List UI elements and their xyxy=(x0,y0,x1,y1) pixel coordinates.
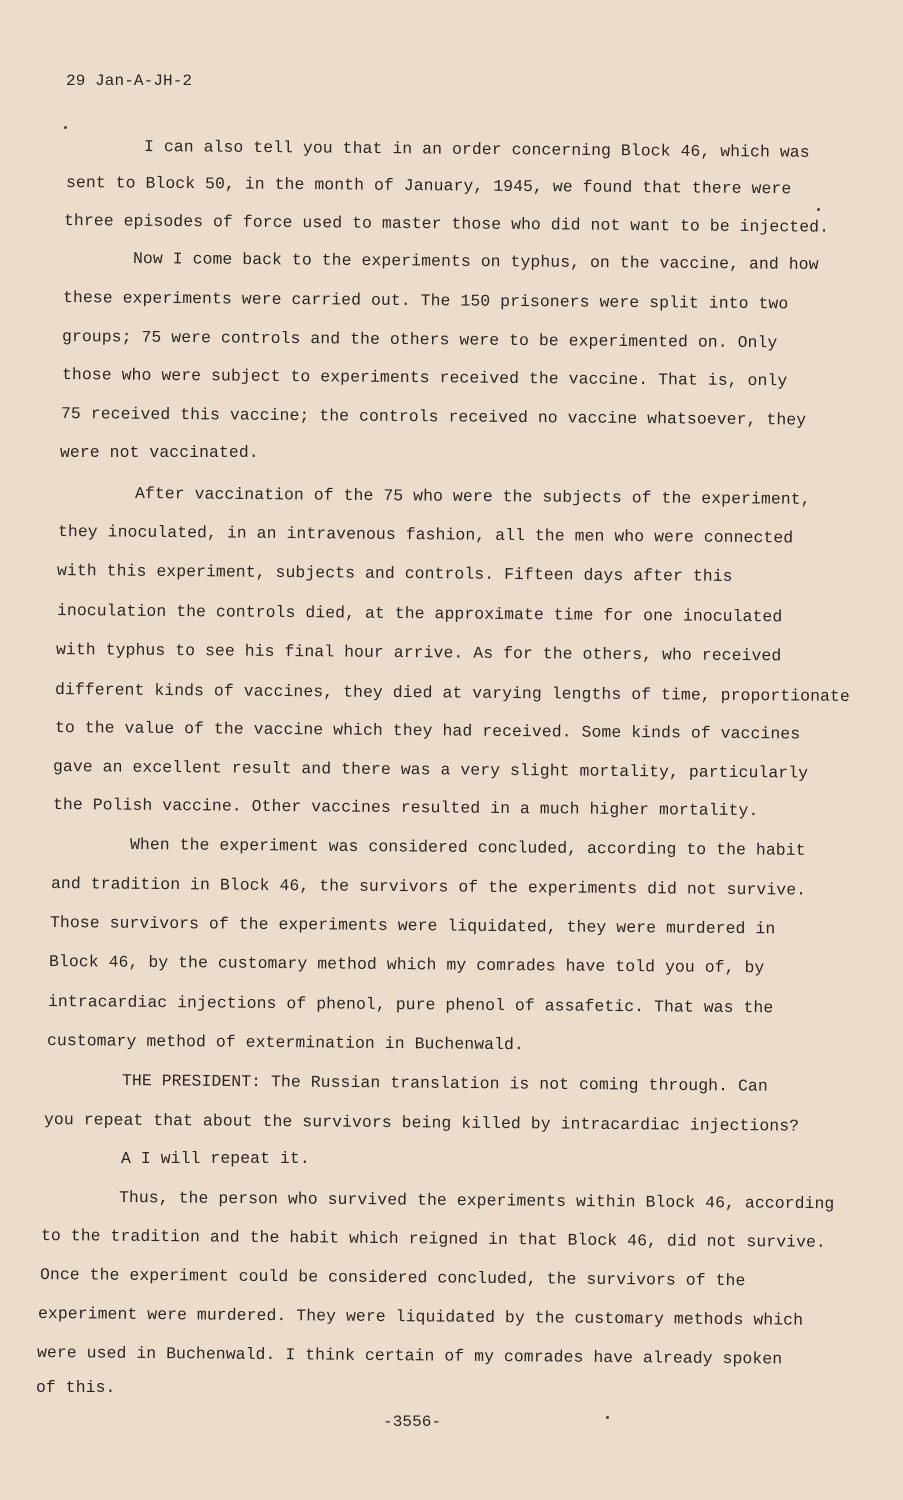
text-line: inoculation the controls died, at the approximate time for one inoculated xyxy=(56,601,783,627)
text-line: different kinds of vaccines, they died at varying lengths of time, proportionate xyxy=(54,680,850,706)
text-line: those who were subject to experiments received the vaccine. That is, only xyxy=(61,365,788,391)
text-line: After vaccination of the 75 who were the subjects of the experiment, xyxy=(134,484,811,509)
text-line: were not vaccinated. xyxy=(60,443,259,462)
text-line: Those survivors of the experiments were liquidated, they were murdered in xyxy=(49,913,776,939)
text-line: with this experiment, subjects and controls. Fifteen days after this xyxy=(56,561,733,586)
text-line: you repeat that about the survivors being killed by intracardiac injections? xyxy=(43,1110,800,1136)
paper-speck xyxy=(64,126,67,129)
text-line: the Polish vaccine. Other vaccines resulted in a much higher mortality. xyxy=(52,795,759,821)
text-line: When the experiment was considered concluded, according to the habit xyxy=(129,835,806,860)
answer-line: A I will repeat it. xyxy=(121,1149,310,1168)
page-number: -3556- xyxy=(383,1413,442,1431)
text-line: sent to Block 50, in the month of January, 1945, we found that there were xyxy=(65,173,792,199)
text-line: intracardiac injections of phenol, pure phenol of assafetic. That was the xyxy=(47,992,774,1018)
text-line: customary method of extermination in Buchenwald. xyxy=(46,1031,525,1055)
text-line: groups; 75 were controls and the others were to be experimented on. Only xyxy=(61,327,778,353)
text-line: they inoculated, in an intravenous fashion, all the men who were connected xyxy=(57,522,794,548)
paper-speck xyxy=(817,208,820,211)
document-reference: 29 Jan-A-JH-2 xyxy=(66,72,193,90)
text-line: 75 received this vaccine; the controls received no vaccine whatsoever, they xyxy=(60,404,807,430)
text-line: to the tradition and the habit which reigned in that Block 46, did not survive. xyxy=(40,1226,827,1252)
text-line: Now I come back to the experiments on typhus, on the vaccine, and how xyxy=(132,249,819,274)
text-line: experiment were murdered. They were liquidated by the customary methods which xyxy=(37,1304,804,1330)
text-line: Block 46, by the customary method which my comrades have told you of, by xyxy=(48,952,765,978)
text-line: were used in Buchenwald. I think certain of my comrades have already spoken xyxy=(36,1343,783,1369)
text-line: gave an excellent result and there was a very slight mortality, particularly xyxy=(52,757,809,783)
paper-speck xyxy=(606,1416,609,1419)
text-line: and tradition in Block 46, the survivors of the experiments did not survive. xyxy=(50,874,807,900)
text-line: three episodes of force used to master those who did not want to be injected. xyxy=(63,211,830,237)
text-line: of this. xyxy=(36,1378,116,1397)
text-line: Thus, the person who survived the experiments within Block 46, according xyxy=(118,1188,835,1214)
text-line: to the value of the vaccine which they had received. Some kinds of vaccines xyxy=(54,718,801,744)
text-line: with typhus to see his final hour arrive. As for the others, who received xyxy=(55,640,782,666)
text-line: I can also tell you that in an order concerning Block 46, which was xyxy=(143,137,810,162)
text-line: Once the experiment could be considered concluded, the survivors of the xyxy=(39,1265,746,1291)
speaker-line: THE PRESIDENT: The Russian translation is not coming through. Can xyxy=(121,1071,768,1096)
text-line: these experiments were carried out. The 150 prisoners were split into two xyxy=(62,288,789,314)
